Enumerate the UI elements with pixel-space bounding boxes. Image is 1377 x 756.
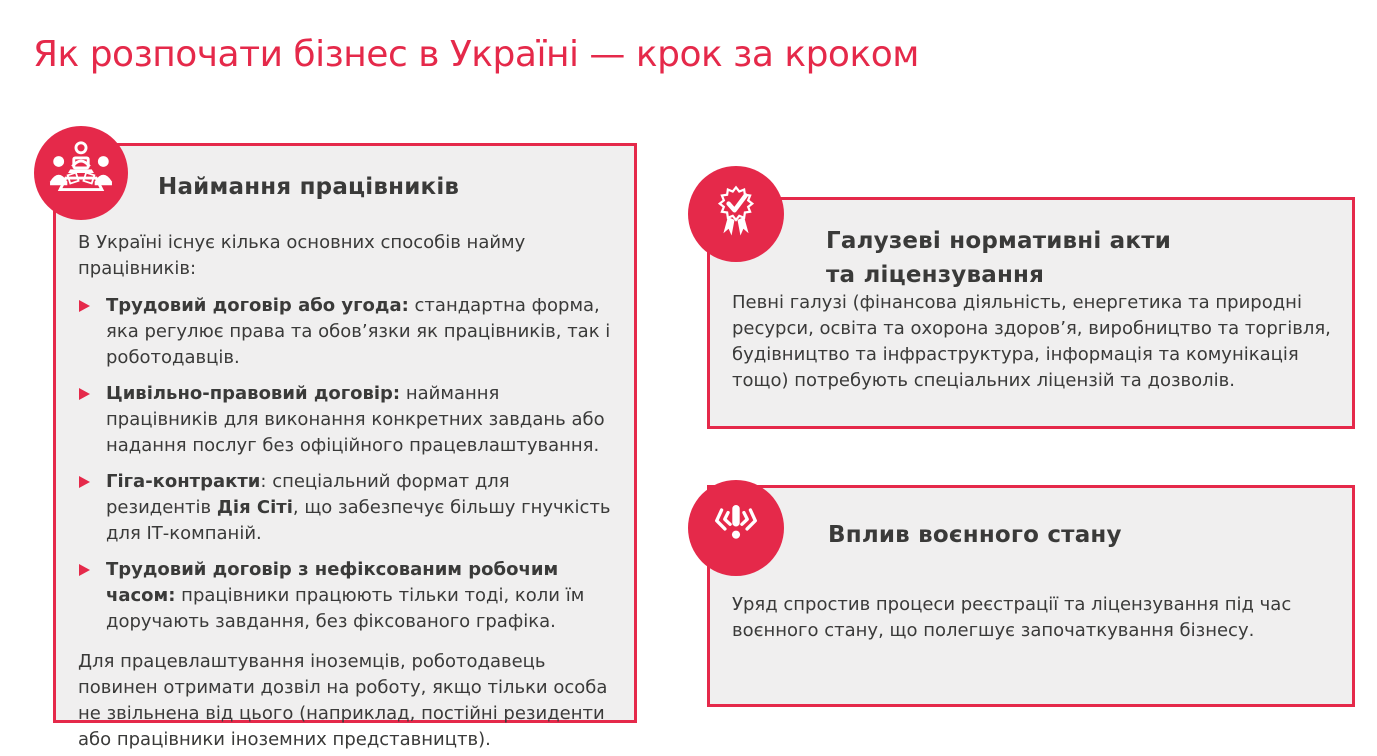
bullet-text: стандартна форма, яка регулює права та обов’язки як працівників, так і роботодавців. <box>106 295 611 368</box>
bullet-item <box>78 469 614 547</box>
bullet-text-2: , що забезпечує більшу гнучкість для ІТ-компаній. <box>106 497 611 544</box>
licensing-card-title <box>826 224 1171 292</box>
bullet-term: Трудовий договір з нефіксованим робочим часом: <box>106 559 559 606</box>
bullet-term: Гіга-контракти <box>106 471 261 492</box>
hiring-card-body <box>78 230 614 753</box>
hiring-outro: Для працевлаштування іноземців, роботодавець повинен отримати дозвіл на роботу, якщо тільки особа не звільнена від цього (наприклад, постійні резиденти або працівники іноземних представництв). <box>78 651 608 750</box>
bullet-term: Цивільно-правовий договір: <box>106 383 401 404</box>
hiring-bullet-list <box>78 293 614 635</box>
bullet-text: працівники працюють тільки тоді, коли їм доручають завдання, без фіксованого графіка. <box>106 585 585 632</box>
licensing-card <box>707 197 1355 429</box>
martial-law-card-title: Вплив воєнного стану <box>828 522 1122 548</box>
hiring-intro: В Україні існує кілька основних способів найму працівників: <box>78 232 526 279</box>
licensing-card-title-line1: Галузеві нормативні акти <box>826 228 1172 254</box>
bullet-term-2: Дія Сіті <box>216 497 293 518</box>
bullet-item <box>78 381 614 459</box>
martial-law-card-body: Уряд спростив процеси реєстрації та ліцензування під час воєнного стану, що полегшує започаткування бізнесу. <box>732 594 1292 641</box>
hiring-card <box>53 143 637 750</box>
licensing-card-title-line2: та ліцензування <box>826 262 1045 288</box>
bullet-text: наймання працівників для виконання конкретних завдань або надання послуг без офіційного працевлаштування. <box>106 383 605 456</box>
bullet-triangle-icon <box>79 476 90 488</box>
page-title: Як розпочати бізнес в Україні — крок за кроком <box>33 34 919 75</box>
alert-exclamation-icon <box>688 480 784 576</box>
licensing-card-body: Певні галузі (фінансова діяльність, енергетика та природні ресурси, освіта та охорона здоров’я, виробництво та торгівля, будівництво та інфраструктура, інформація та комунікація тощо) потребують спеціальних ліцензій та дозволів. <box>732 292 1331 391</box>
hiring-card-title: Наймання працівників <box>158 174 460 200</box>
bullet-term: Трудовий договір або угода: <box>106 295 409 316</box>
meeting-people-icon <box>34 126 128 220</box>
bullet-text: : спеціальний формат для резидентів <box>106 471 510 518</box>
bullet-triangle-icon <box>79 300 90 312</box>
bullet-triangle-icon <box>79 564 90 576</box>
bullet-item <box>78 293 614 371</box>
award-badge-check-icon <box>688 166 784 262</box>
bullet-triangle-icon <box>79 388 90 400</box>
martial-law-card <box>707 485 1355 707</box>
bullet-item <box>78 557 614 635</box>
